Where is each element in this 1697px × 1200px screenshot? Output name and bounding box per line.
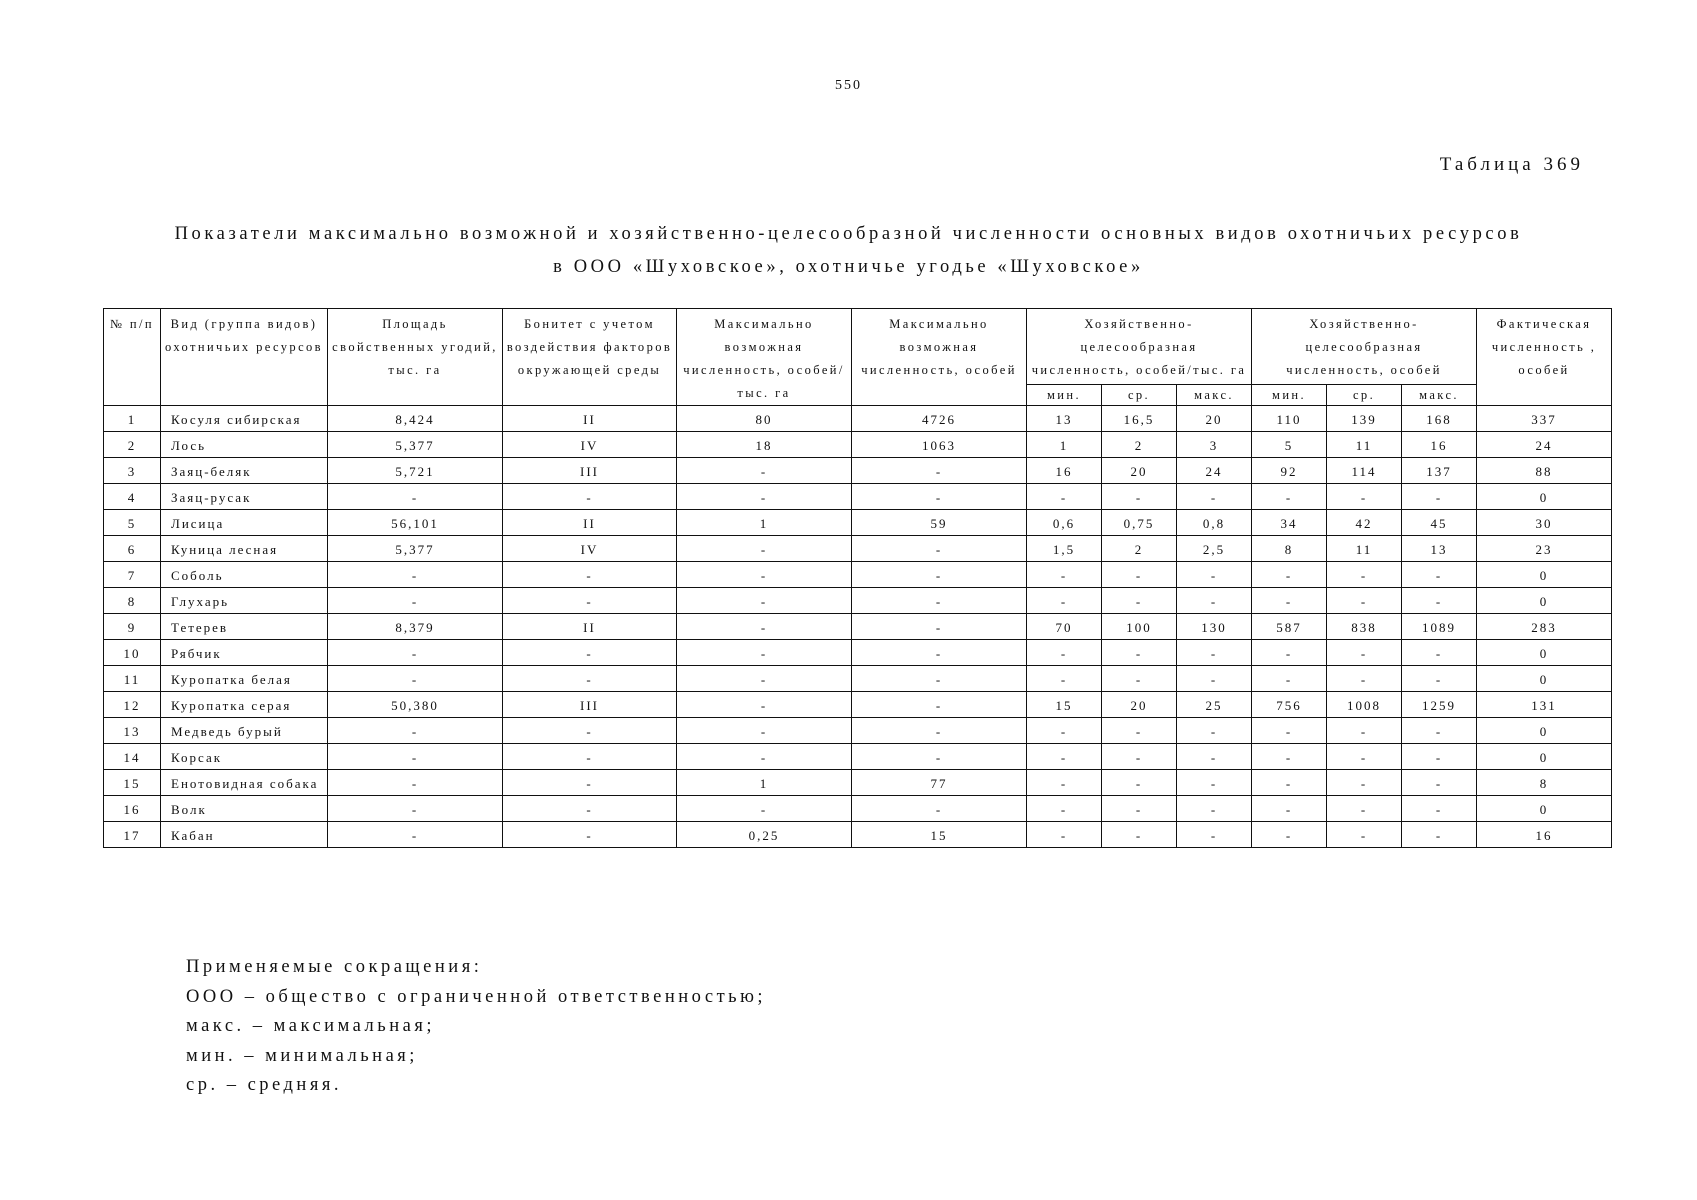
header-number: № п/п <box>104 309 161 406</box>
cell-density-max: - <box>1177 770 1252 796</box>
cell-actual-count: 0 <box>1477 796 1612 822</box>
header-density-max: макс. <box>1177 385 1252 406</box>
cell-count-max: - <box>1402 796 1477 822</box>
cell-count-min: 92 <box>1252 458 1327 484</box>
cell-max-count: - <box>852 588 1027 614</box>
header-density-min: мин. <box>1027 385 1102 406</box>
cell-area: - <box>328 562 503 588</box>
cell-number: 17 <box>104 822 161 848</box>
cell-density-max: 25 <box>1177 692 1252 718</box>
header-max-count: Максимально возможная численность, особей <box>852 309 1027 406</box>
document-title-line-1: Показатели максимально возможной и хозяйственно-целесообразной численности основных видов охотничьих ресурсов <box>174 224 1523 244</box>
header-density-avg: ср. <box>1102 385 1177 406</box>
cell-bonitet: II <box>503 406 677 432</box>
note-sr: ср. – средняя. <box>186 1075 342 1095</box>
cell-max-count: 15 <box>852 822 1027 848</box>
cell-density-avg: 2 <box>1102 536 1177 562</box>
cell-area: - <box>328 588 503 614</box>
cell-density-min: 13 <box>1027 406 1102 432</box>
cell-density-max: - <box>1177 484 1252 510</box>
cell-max-density: - <box>677 562 852 588</box>
cell-area: 8,424 <box>328 406 503 432</box>
table-row <box>104 666 1612 692</box>
header-species: Вид (группа видов) охотничьих ресурсов <box>161 309 328 406</box>
cell-max-density: - <box>677 484 852 510</box>
cell-bonitet: III <box>503 458 677 484</box>
cell-density-max: - <box>1177 796 1252 822</box>
note-min: мин. – минимальная; <box>186 1045 418 1066</box>
cell-count-max: - <box>1402 744 1477 770</box>
cell-count-min: - <box>1252 484 1327 510</box>
cell-species: Кабан <box>161 822 328 848</box>
cell-species: Соболь <box>161 562 328 588</box>
cell-count-avg: 11 <box>1327 536 1402 562</box>
cell-count-max: - <box>1402 640 1477 666</box>
table-row <box>104 718 1612 744</box>
cell-species: Корсак <box>161 744 328 770</box>
cell-count-min: 587 <box>1252 614 1327 640</box>
cell-max-density: - <box>677 796 852 822</box>
document-title <box>100 218 1597 284</box>
cell-area: 5,377 <box>328 432 503 458</box>
cell-bonitet: - <box>503 822 677 848</box>
cell-count-avg: - <box>1327 770 1402 796</box>
cell-density-min: - <box>1027 666 1102 692</box>
cell-count-min: 756 <box>1252 692 1327 718</box>
cell-max-density: - <box>677 692 852 718</box>
abbreviations-notes <box>186 953 766 1101</box>
cell-area: - <box>328 796 503 822</box>
cell-count-avg: - <box>1327 640 1402 666</box>
cell-number: 5 <box>104 510 161 536</box>
cell-count-avg: - <box>1327 562 1402 588</box>
header-optimal-count: Хозяйственно-целесообразная численность, особей <box>1252 309 1477 385</box>
cell-density-min: - <box>1027 588 1102 614</box>
cell-density-avg: - <box>1102 562 1177 588</box>
cell-species: Лисица <box>161 510 328 536</box>
table-row <box>104 614 1612 640</box>
cell-density-avg: - <box>1102 822 1177 848</box>
cell-bonitet: IV <box>503 536 677 562</box>
cell-species: Куропатка серая <box>161 692 328 718</box>
header-bonitet: Бонитет с учетом воздействия факторов окружающей среды <box>503 309 677 406</box>
cell-species: Лось <box>161 432 328 458</box>
cell-count-max: - <box>1402 562 1477 588</box>
cell-count-min: 34 <box>1252 510 1327 536</box>
header-optimal-density: Хозяйственно-целесообразная численность, особей/тыс. га <box>1027 309 1252 385</box>
cell-density-avg: - <box>1102 796 1177 822</box>
cell-density-max: - <box>1177 822 1252 848</box>
cell-area: - <box>328 822 503 848</box>
cell-bonitet: - <box>503 744 677 770</box>
header-count-min: мин. <box>1252 385 1327 406</box>
cell-actual-count: 24 <box>1477 432 1612 458</box>
cell-bonitet: - <box>503 770 677 796</box>
cell-max-count: - <box>852 640 1027 666</box>
cell-max-density: - <box>677 458 852 484</box>
cell-count-max: 13 <box>1402 536 1477 562</box>
cell-number: 14 <box>104 744 161 770</box>
cell-max-count: - <box>852 744 1027 770</box>
cell-density-min: - <box>1027 718 1102 744</box>
cell-density-max: 24 <box>1177 458 1252 484</box>
cell-bonitet: IV <box>503 432 677 458</box>
cell-number: 9 <box>104 614 161 640</box>
cell-actual-count: 16 <box>1477 822 1612 848</box>
cell-count-avg: - <box>1327 484 1402 510</box>
cell-actual-count: 0 <box>1477 640 1612 666</box>
cell-number: 11 <box>104 666 161 692</box>
cell-area: - <box>328 770 503 796</box>
table-row <box>104 770 1612 796</box>
cell-actual-count: 0 <box>1477 484 1612 510</box>
table-row <box>104 796 1612 822</box>
cell-density-avg: - <box>1102 484 1177 510</box>
cell-count-avg: 838 <box>1327 614 1402 640</box>
cell-max-density: - <box>677 614 852 640</box>
cell-max-density: 1 <box>677 510 852 536</box>
cell-number: 6 <box>104 536 161 562</box>
cell-max-density: - <box>677 744 852 770</box>
cell-max-density: - <box>677 718 852 744</box>
cell-max-density: 0,25 <box>677 822 852 848</box>
notes-heading: Применяемые сокращения: <box>186 957 483 977</box>
cell-area: - <box>328 718 503 744</box>
cell-count-min: - <box>1252 796 1327 822</box>
cell-count-max: 168 <box>1402 406 1477 432</box>
cell-area: 8,379 <box>328 614 503 640</box>
cell-density-avg: 2 <box>1102 432 1177 458</box>
table-row <box>104 588 1612 614</box>
cell-density-max: 3 <box>1177 432 1252 458</box>
cell-count-avg: 139 <box>1327 406 1402 432</box>
species-data-table <box>103 308 1612 848</box>
cell-bonitet: - <box>503 718 677 744</box>
cell-number: 3 <box>104 458 161 484</box>
cell-density-avg: 16,5 <box>1102 406 1177 432</box>
cell-density-avg: 20 <box>1102 458 1177 484</box>
cell-density-avg: 20 <box>1102 692 1177 718</box>
cell-max-density: - <box>677 588 852 614</box>
cell-actual-count: 0 <box>1477 666 1612 692</box>
cell-species: Волк <box>161 796 328 822</box>
cell-bonitet: - <box>503 588 677 614</box>
cell-density-avg: - <box>1102 744 1177 770</box>
cell-count-max: 137 <box>1402 458 1477 484</box>
cell-actual-count: 0 <box>1477 588 1612 614</box>
cell-number: 12 <box>104 692 161 718</box>
cell-density-max: 20 <box>1177 406 1252 432</box>
cell-bonitet: - <box>503 640 677 666</box>
cell-count-min: - <box>1252 744 1327 770</box>
table-row <box>104 510 1612 536</box>
note-ooo: ООО – общество с ограниченной ответственностью; <box>186 986 767 1007</box>
cell-count-avg: 11 <box>1327 432 1402 458</box>
cell-count-max: - <box>1402 718 1477 744</box>
cell-max-count: - <box>852 692 1027 718</box>
cell-density-min: 1,5 <box>1027 536 1102 562</box>
table-body <box>104 406 1612 848</box>
note-maks: макс. – максимальная; <box>186 1016 435 1036</box>
cell-area: 56,101 <box>328 510 503 536</box>
cell-density-min: - <box>1027 562 1102 588</box>
cell-count-avg: 114 <box>1327 458 1402 484</box>
cell-species: Тетерев <box>161 614 328 640</box>
cell-max-count: - <box>852 484 1027 510</box>
cell-species: Енотовидная собака <box>161 770 328 796</box>
table-row <box>104 484 1612 510</box>
cell-bonitet: - <box>503 484 677 510</box>
cell-number: 4 <box>104 484 161 510</box>
table-row <box>104 458 1612 484</box>
table-row <box>104 562 1612 588</box>
document-title-line-2: в ООО «Шуховское», охотничье угодье «Шуховское» <box>553 257 1144 277</box>
cell-max-density: - <box>677 666 852 692</box>
table-row <box>104 692 1612 718</box>
cell-density-min: - <box>1027 744 1102 770</box>
cell-number: 10 <box>104 640 161 666</box>
cell-area: - <box>328 744 503 770</box>
cell-actual-count: 131 <box>1477 692 1612 718</box>
cell-density-max: - <box>1177 718 1252 744</box>
cell-max-density: - <box>677 640 852 666</box>
cell-number: 15 <box>104 770 161 796</box>
cell-bonitet: II <box>503 510 677 536</box>
table-row <box>104 536 1612 562</box>
cell-actual-count: 0 <box>1477 744 1612 770</box>
table-label: Таблица 369 <box>1439 154 1584 175</box>
cell-max-count: 1063 <box>852 432 1027 458</box>
cell-count-max: - <box>1402 822 1477 848</box>
cell-density-max: 130 <box>1177 614 1252 640</box>
cell-max-density: 1 <box>677 770 852 796</box>
cell-count-max: - <box>1402 484 1477 510</box>
cell-area: 5,377 <box>328 536 503 562</box>
cell-max-count: - <box>852 796 1027 822</box>
cell-count-max: 45 <box>1402 510 1477 536</box>
cell-density-min: - <box>1027 796 1102 822</box>
cell-count-min: - <box>1252 718 1327 744</box>
cell-actual-count: 283 <box>1477 614 1612 640</box>
cell-density-max: - <box>1177 744 1252 770</box>
cell-area: - <box>328 666 503 692</box>
cell-max-count: 4726 <box>852 406 1027 432</box>
cell-max-count: - <box>852 666 1027 692</box>
cell-max-count: - <box>852 536 1027 562</box>
cell-count-max: 16 <box>1402 432 1477 458</box>
cell-count-max: 1089 <box>1402 614 1477 640</box>
cell-max-density: 80 <box>677 406 852 432</box>
header-max-density: Максимально возможная численность, особей/тыс. га <box>677 309 852 406</box>
cell-density-max: - <box>1177 562 1252 588</box>
cell-density-max: - <box>1177 588 1252 614</box>
cell-species: Глухарь <box>161 588 328 614</box>
cell-count-min: 5 <box>1252 432 1327 458</box>
table-row <box>104 432 1612 458</box>
cell-count-max: - <box>1402 588 1477 614</box>
cell-area: - <box>328 484 503 510</box>
cell-bonitet: III <box>503 692 677 718</box>
cell-number: 1 <box>104 406 161 432</box>
cell-density-min: 1 <box>1027 432 1102 458</box>
cell-count-max: - <box>1402 770 1477 796</box>
table-row <box>104 744 1612 770</box>
cell-count-avg: - <box>1327 744 1402 770</box>
cell-density-min: - <box>1027 484 1102 510</box>
cell-actual-count: 30 <box>1477 510 1612 536</box>
cell-count-min: - <box>1252 822 1327 848</box>
cell-area: - <box>328 640 503 666</box>
cell-count-avg: 1008 <box>1327 692 1402 718</box>
cell-count-min: - <box>1252 770 1327 796</box>
cell-count-min: - <box>1252 666 1327 692</box>
cell-density-avg: 100 <box>1102 614 1177 640</box>
cell-density-min: 70 <box>1027 614 1102 640</box>
cell-max-density: 18 <box>677 432 852 458</box>
cell-species: Куропатка белая <box>161 666 328 692</box>
cell-density-avg: - <box>1102 770 1177 796</box>
cell-number: 8 <box>104 588 161 614</box>
cell-actual-count: 8 <box>1477 770 1612 796</box>
cell-count-avg: - <box>1327 666 1402 692</box>
cell-species: Рябчик <box>161 640 328 666</box>
cell-density-avg: 0,75 <box>1102 510 1177 536</box>
cell-max-count: - <box>852 562 1027 588</box>
cell-max-density: - <box>677 536 852 562</box>
cell-actual-count: 0 <box>1477 562 1612 588</box>
cell-count-min: 110 <box>1252 406 1327 432</box>
cell-species: Куница лесная <box>161 536 328 562</box>
cell-density-avg: - <box>1102 588 1177 614</box>
table-row <box>104 640 1612 666</box>
cell-number: 13 <box>104 718 161 744</box>
cell-species: Медведь бурый <box>161 718 328 744</box>
header-count-max: макс. <box>1402 385 1477 406</box>
cell-count-avg: - <box>1327 796 1402 822</box>
header-area: Площадь свойственных угодий, тыс. га <box>328 309 503 406</box>
cell-density-min: - <box>1027 640 1102 666</box>
cell-density-min: - <box>1027 822 1102 848</box>
table-row <box>104 822 1612 848</box>
cell-actual-count: 23 <box>1477 536 1612 562</box>
cell-species: Заяц-беляк <box>161 458 328 484</box>
cell-actual-count: 337 <box>1477 406 1612 432</box>
cell-count-max: 1259 <box>1402 692 1477 718</box>
cell-count-min: 8 <box>1252 536 1327 562</box>
cell-max-count: 59 <box>852 510 1027 536</box>
cell-density-max: 2,5 <box>1177 536 1252 562</box>
cell-density-min: - <box>1027 770 1102 796</box>
cell-count-min: - <box>1252 588 1327 614</box>
page-number: 550 <box>835 78 862 93</box>
cell-area: 5,721 <box>328 458 503 484</box>
table-row <box>104 406 1612 432</box>
table-header <box>104 309 1612 406</box>
header-actual-count: Фактическая численность , особей <box>1477 309 1612 406</box>
cell-max-count: 77 <box>852 770 1027 796</box>
cell-area: 50,380 <box>328 692 503 718</box>
cell-density-min: 15 <box>1027 692 1102 718</box>
cell-bonitet: - <box>503 562 677 588</box>
cell-density-avg: - <box>1102 718 1177 744</box>
cell-number: 16 <box>104 796 161 822</box>
cell-count-max: - <box>1402 666 1477 692</box>
cell-count-min: - <box>1252 640 1327 666</box>
cell-number: 7 <box>104 562 161 588</box>
cell-max-count: - <box>852 614 1027 640</box>
cell-actual-count: 88 <box>1477 458 1612 484</box>
cell-max-count: - <box>852 458 1027 484</box>
cell-bonitet: - <box>503 666 677 692</box>
header-count-avg: ср. <box>1327 385 1402 406</box>
cell-number: 2 <box>104 432 161 458</box>
cell-density-avg: - <box>1102 640 1177 666</box>
cell-count-min: - <box>1252 562 1327 588</box>
cell-bonitet: II <box>503 614 677 640</box>
cell-density-min: 0,6 <box>1027 510 1102 536</box>
cell-density-max: 0,8 <box>1177 510 1252 536</box>
cell-density-min: 16 <box>1027 458 1102 484</box>
cell-max-count: - <box>852 718 1027 744</box>
cell-count-avg: - <box>1327 588 1402 614</box>
cell-count-avg: 42 <box>1327 510 1402 536</box>
cell-density-avg: - <box>1102 666 1177 692</box>
cell-count-avg: - <box>1327 718 1402 744</box>
cell-density-max: - <box>1177 640 1252 666</box>
cell-density-max: - <box>1177 666 1252 692</box>
cell-bonitet: - <box>503 796 677 822</box>
cell-count-avg: - <box>1327 822 1402 848</box>
cell-species: Косуля сибирская <box>161 406 328 432</box>
cell-species: Заяц-русак <box>161 484 328 510</box>
cell-actual-count: 0 <box>1477 718 1612 744</box>
